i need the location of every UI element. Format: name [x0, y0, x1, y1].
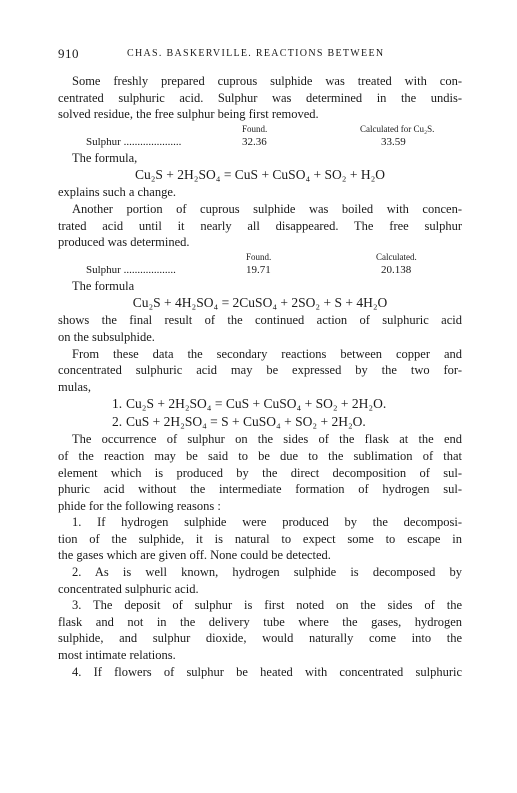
page-number: 910 [58, 46, 79, 61]
text-line: of the reaction may be said to be due to the sublimation of that [58, 448, 462, 463]
text-line: most intimate relations. [58, 648, 176, 663]
paragraph-secondary-reactions [58, 346, 462, 396]
calculated-value: 33.59 [381, 135, 406, 148]
text-line: 1. If hydrogen sulphide were produced by the decomposi- [72, 515, 462, 530]
reason-4 [58, 664, 462, 681]
reaction-item [58, 413, 462, 431]
reaction-equation: Cu₂S + 2H₂SO₄ = CuS + CuSO₄ + SO₂ + 2H₂O. [126, 396, 387, 412]
reason-3 [58, 597, 462, 663]
text-line: explains such a change. [58, 185, 177, 200]
reason-1 [58, 514, 462, 564]
row-label: Sulphur ..................... [86, 135, 182, 148]
results-table-1 [58, 123, 462, 150]
text-line: Another portion of cuprous sulphide was boiled with concen- [72, 201, 462, 216]
reaction-number: 1. [112, 396, 123, 412]
row-label: Sulphur ................... [86, 263, 176, 276]
text-line: phuric acid without the intermediate formation of hydrogen sul- [58, 482, 462, 497]
text-line: phide for the following reasons : [58, 498, 221, 513]
calculated-column-header: Calculated for Cu₂S. [360, 123, 435, 134]
text-line: mulas, [58, 379, 91, 394]
reaction-number: 2. [112, 414, 123, 430]
paragraph-sulphur-occurrence [58, 431, 462, 514]
calculated-column-header: Calculated. [376, 251, 417, 262]
text-line: From these data the secondary reactions between copper and [72, 346, 462, 361]
found-value: 32.36 [242, 135, 267, 148]
text-line: tion of the sulphide, it is natural to expect some to escape in [58, 531, 462, 546]
text-line: sulphide, and sulphur dioxide, would naturally come into the [58, 631, 462, 646]
reason-2 [58, 564, 462, 597]
paragraph-boiling [58, 201, 462, 251]
page-body [58, 73, 462, 680]
reaction-list [58, 395, 462, 431]
text-line: The occurrence of sulphur on the sides of the flask at the end [72, 432, 462, 447]
equation-2: Cu₂S + 4H₂SO₄ = 2CuSO₄ + 2SO₂ + S + 4H₂O [132, 295, 388, 311]
text-line: solved residue, the free sulphur being first removed. [58, 107, 319, 122]
text-line: element which is produced by the direct decomposition of sul- [58, 465, 462, 480]
found-column-header: Found. [242, 123, 268, 134]
text-line: on the subsulphide. [58, 329, 155, 344]
reaction-item [58, 395, 462, 413]
text-line: trated acid until it nearly all disappeared. The free sulphur [58, 218, 462, 233]
text-line: produced was determined. [58, 235, 190, 250]
text-line: concentrated sulphuric acid. [58, 581, 199, 596]
text-line: 4. If flowers of sulphur be heated with concentrated sulphuric [72, 664, 462, 679]
formula-intro: The formula [72, 278, 135, 293]
reaction-equation: CuS + 2H₂SO₄ = S + CuSO₄ + SO₂ + 2H₂O. [126, 414, 366, 430]
text-line: 3. The deposit of sulphur is first noted on the sides of the [72, 598, 462, 613]
text-line: flask and not in the delivery tube where the gases, hydrogen [58, 614, 462, 629]
found-value: 19.71 [246, 263, 271, 276]
running-title: CHAS. BASKERVILLE. REACTIONS BETWEEN [127, 48, 385, 59]
paragraph-final-result [58, 312, 462, 345]
results-table-2 [58, 251, 462, 278]
text-line: shows the final result of the continued action of sulphuric acid [58, 313, 462, 328]
paragraph-cuprous-sulphide-treatment [58, 73, 462, 123]
text-line: centrated sulphuric acid. Sulphur was determined in the undis- [58, 90, 462, 105]
text-line: 2. As is well known, hydrogen sulphide is decomposed by [72, 565, 462, 580]
equation-1: Cu₂S + 2H₂SO₄ = CuS + CuSO₄ + SO₂ + H₂O [134, 167, 386, 183]
text-line: concentrated sulphuric acid may be expressed by the two for- [58, 363, 462, 378]
text-line: the gases which are given off. None could be detected. [58, 548, 331, 563]
text-line: Some freshly prepared cuprous sulphide was treated with con- [72, 74, 462, 88]
formula-intro: The formula, [72, 150, 138, 165]
found-column-header: Found. [246, 251, 272, 262]
calculated-value: 20.138 [381, 263, 412, 276]
page-header [58, 46, 462, 62]
